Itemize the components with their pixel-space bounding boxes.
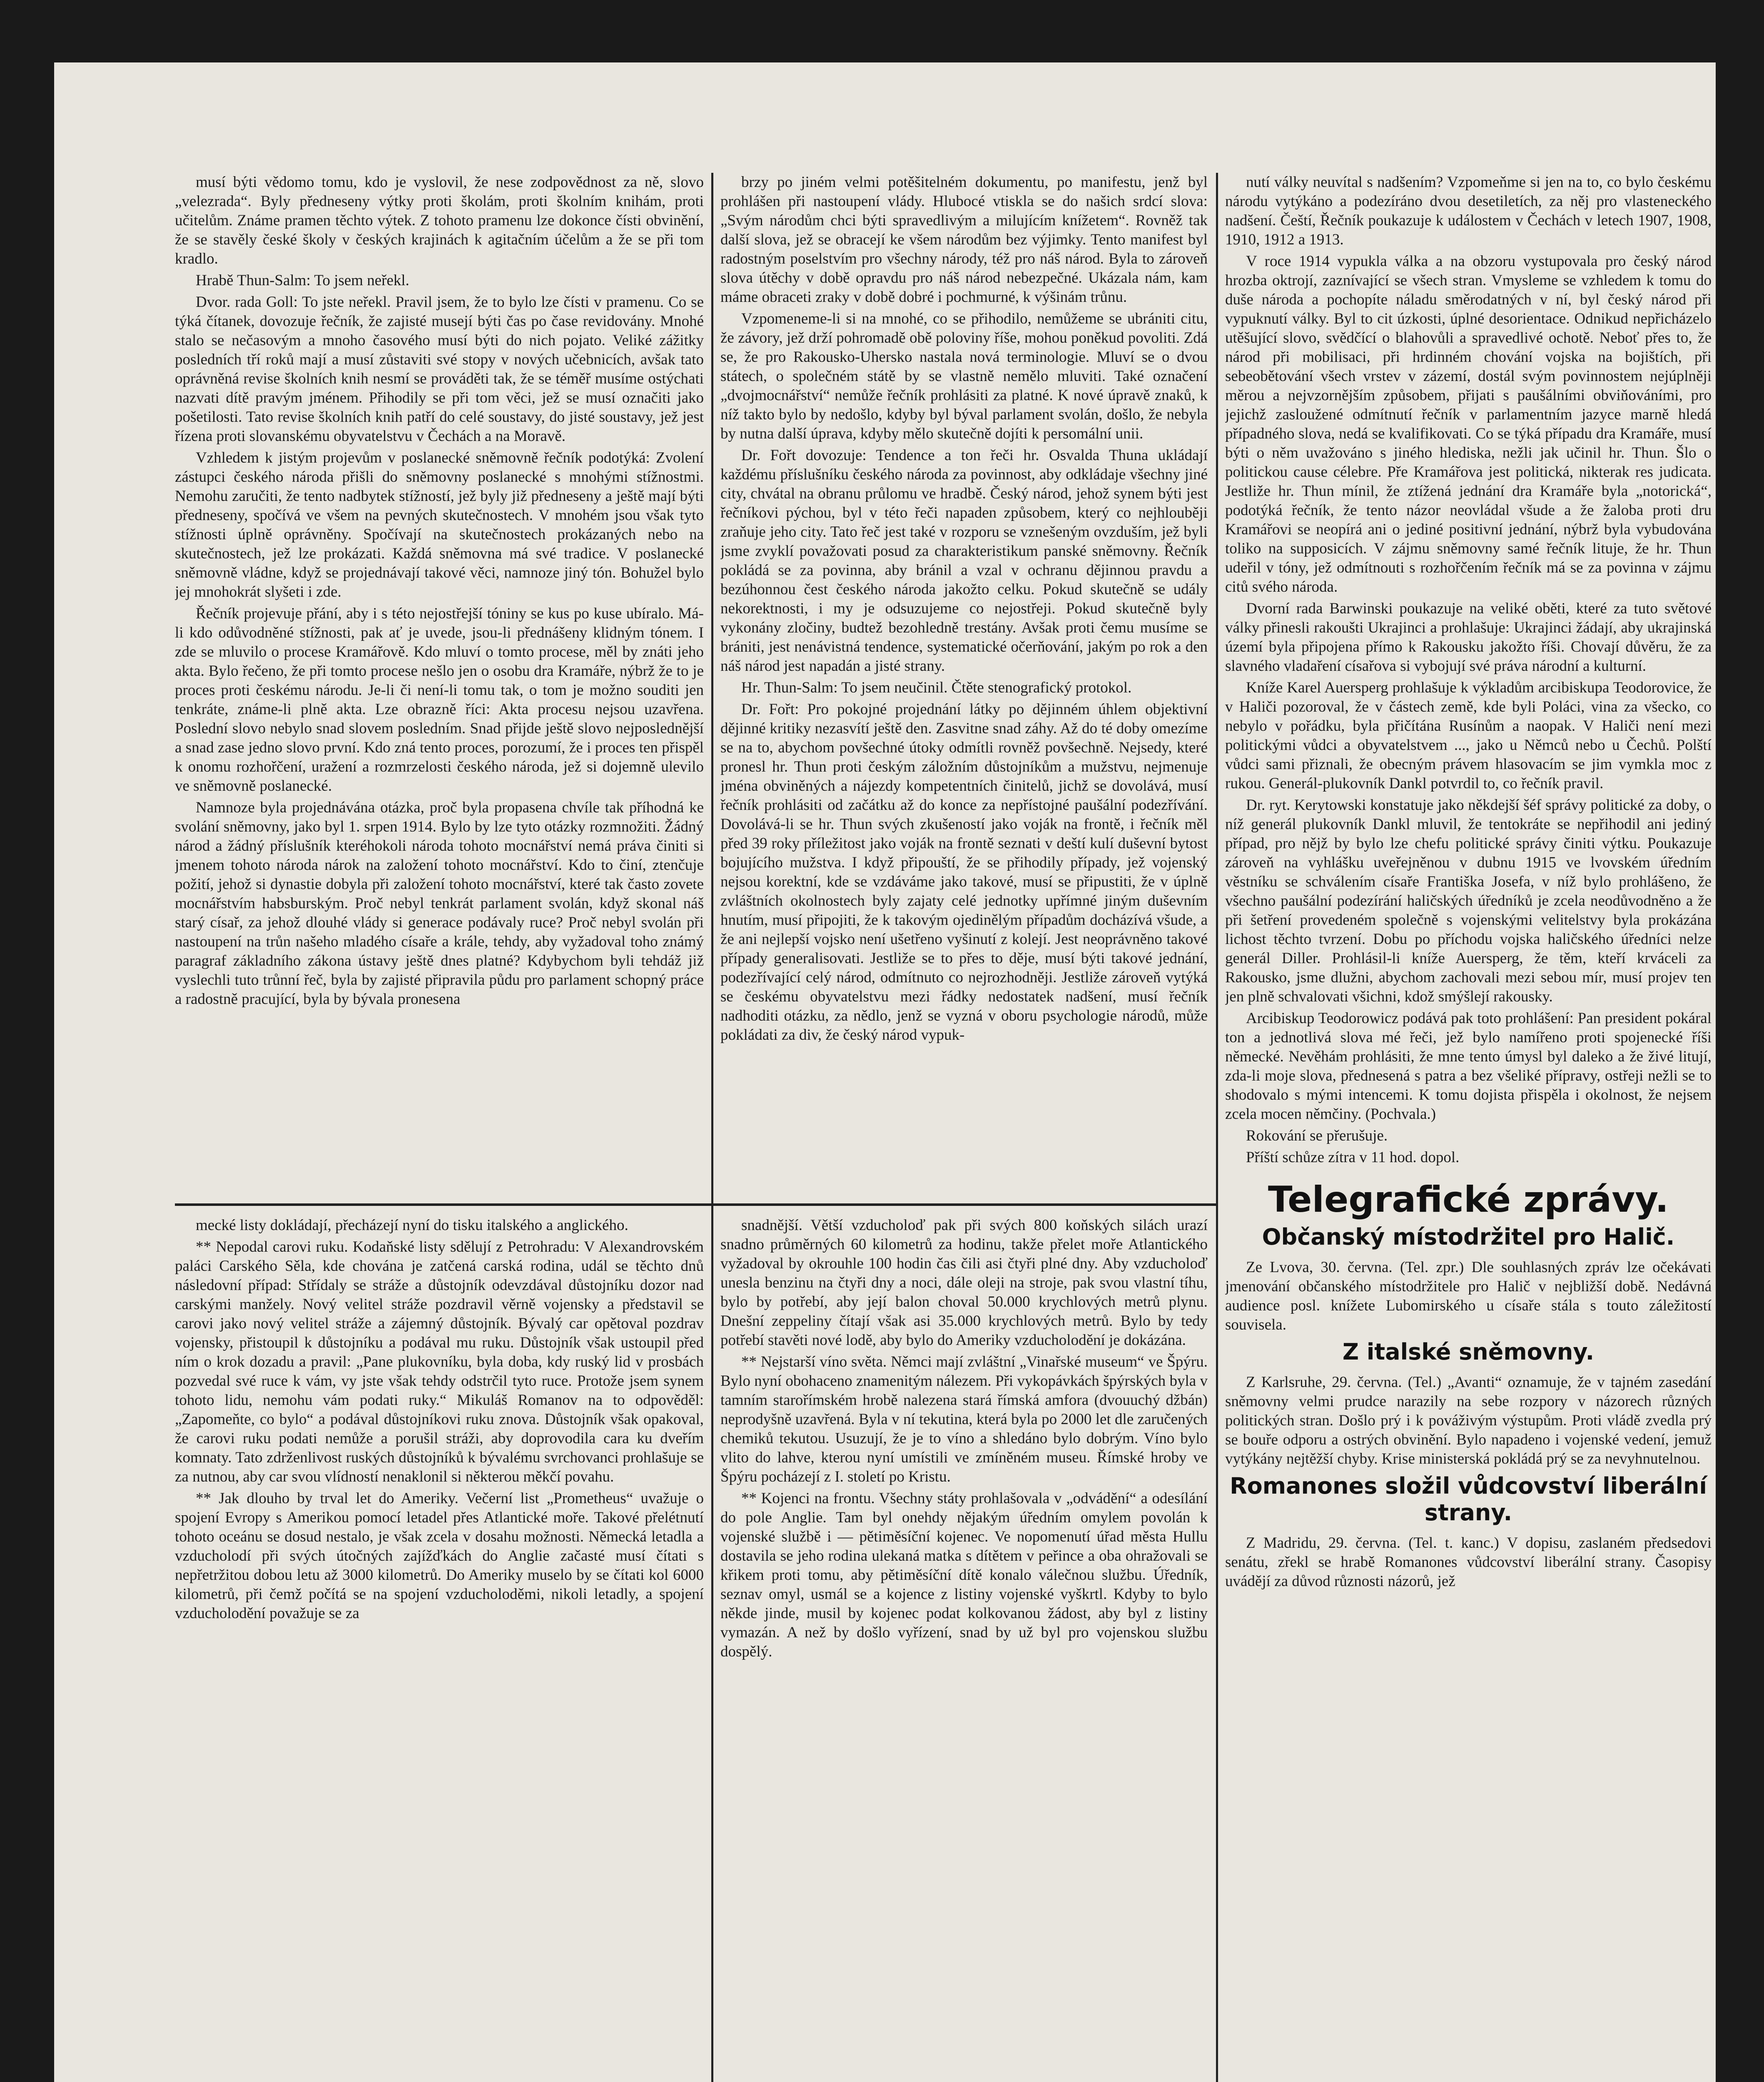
paragraph: Namnoze byla projednávána otázka, proč byla propasena chvíle tak příhodná ke svolání sněmovny, jako byl 1. srpen 1914. Bylo by lze tyto otázky rozmnožiti. Žádný národ a žádný příslušník kteréhokoli národa tohoto mocnářství nemá práva činiti si jmenem tohoto národa nárok na založení tohoto mocnářství. Kdo to činí, ztenčuje požití, jehož si dynastie dobyla při založení tohoto mocnářství, které tak často zovete mocnářstvím habsburským. Proč nebyl tenkrát parlament svolán, když skonal náš starý císař, za jehož dlouhé vlády si generace podávaly ruce? Proč nebyl svolán při nastoupení na trůn našeho mladého císaře a krále, tehdy, aby vyžadoval toho známý paragraf základního zákona ústavy ještě dnes platné? Kdybychom byli tehdáž již vyslechli tuto trůnní řeč, byla by zajisté připravila půdu pro parlament schopný práce a radostně pracující, byla by bývala pronesena — [175, 799, 704, 1008]
column-rule — [711, 173, 713, 2082]
paragraph: Kníže Karel Auersperg prohlašuje k výkladům arcibiskupa Teodorovice, že v Haliči pozoroval, že v částech země, kde byli Poláci, vina za všecko, co nebylo v pořádku, byla přičítána Rusínům a naopak. V Haliči není mezi politickými vůdci a obyvatelstvem ..., jako u Němců nebo u Čechů. Polští vůdci sami přiznali, že obecným právem hlasovacím se jim vymkla moc z rukou. Generál-plukovník Dankl potvrdil to, co řečník pravil. — [1225, 679, 1712, 792]
paragraph: Dr. ryt. Kerytowski konstatuje jako někdejší šéf správy politické za doby, o níž generál plukovník Dankl mluvil, že tentokráte se nepřihodil ani jediný případ, pro nějž by bylo lze chefu politické správy činiti výtku. Poukazuje zároveň na vyhlášku uveřejněnou v dubnu 1915 ve lvovském úředním věstníku se schválením císaře Františka Josefa, v níž bylo prohlášeno, že všechno paušální podezírání haličských úředníků je zcela neodůvodněno a že při šetření provedeném společně s vojenskými velitelstvy byla prokázána lichost těchto tvrzení. Dobu po příchodu vojska haličského úředníci nelze generál Diller. Prohlásil-li kníže Auersperg, že těm, kteří krváceli za Rakousko, jsme dlužni, abychom zachovali mezi sebou mír, musí projev ten jen plně schvalovati všichni, kdož smýšlejí rakousky. — [1225, 797, 1712, 1005]
column-2-top — [720, 173, 1208, 1197]
newspaper-page — [54, 62, 1716, 2082]
section-heading: Romanones složil vůdcovství liberální strany. — [1230, 1473, 1707, 1526]
paragraph: Řečník projevuje přání, aby i s této nejostřejší tóniny se kus po kuse ubíralo. Má-li kdo odůvodněné stížnosti, pak ať je uvede, jsou-li přednášeny klidným tónem. I zde se mluvilo o procese Kramářově. Kdo mluví o tomto procese, měl by znáti jeho akta. Bylo řečeno, že při tomto procese nešlo jen o osobu dra Kramáře, nýbrž že to je proces proti českému národu. Je-li či není-li tomu tak, o tom je možno souditi jen tenkráte, známe-li plně akta. Lze obrazně říci: Akta procesu nejsou uzavřena. Poslední slovo nebylo snad slovem posledním. Snad přijde ještě slovo nejposlednější a snad zase jedno slovo první. Kdo zná tento proces, porozumí, že i proces ten přispěl k onomu rozhořčení, uražení a rozmrzelosti českého národa, jež si dojemně ulevilo ve sněmovně poslanecké. — [175, 605, 704, 794]
paragraph: mecké listy dokládají, přecházejí nyní do tisku italského a anglického. — [196, 1217, 628, 1234]
column-2-bottom — [720, 1216, 1208, 2082]
paragraph: ** Nejstarší víno světa. Němci mají zvláštní „Vinařské museum“ ve Špýru. Bylo nyní obohaceno znamenitým nálezem. Při vykopávkách špýrských byla v tamním starořímském hrobě nalezena stará římská amfora (dvouuchý džbán) neprodyšně uzavřená. Byla v ní tekutina, která byla po 2000 let dle zaručených chemiků tekutou. Usuzují, že je to víno a shledáno bylo dobrým. Víno bylo vlito do lahve, kterou nyní umístili ve zmíněném museu. Římské hroby ve Špýru pocházejí z I. století po Kristu. — [720, 1353, 1208, 1485]
section-heading: Občanský místodržitel pro Halič. — [1262, 1224, 1675, 1250]
paragraph: Dr. Fořt: Pro pokojné projednání látky po dějinném úhlem objektivní dějinné kritiky nezasvítí ještě den. Zasvitne snad záhy. Až do té doby omezíme se na to, abychom povšechné útoky odmítli rovněž povšechně. Nejsedy, které pronesl hr. Thun proti českým záložním důstojníkům a mužstvu, nejmenuje jména obviněných a nájezdy kompetentních činitelů, jichž se dovolává, musí řečník prohlásiti od začátku až do konce za nepřístojné paušální podezřívání. Dovolává-li se hr. Thun svých zkušeností jako voják na frontě, i řečník měl před 39 roky příležitost jako voják na frontě seznati v deští kulí duševní bytost bojujícího mužstva. I když připouští, že se přihodily případy, jež vojenský nejsou korektní, kde se vzdáváme jako takové, musí se připustiti, že v úplně zvláštních okolnostech byly zajaty celé jednotky upřímné jiným duševním hnutím, musí připojiti, že k takovým ojedinělým případům docházívá všude, a že ani nejlepší vojsko není ušetřeno vyšinutí z kolejí. Jest neoprávněno takové případy generalisovati. Jestliže se to přes to děje, musí býti takové jednání, podezřívající celý národ, odmítnuto co nejrozhodněji. Jestliže zároveň vytýká se českému obyvatelstvu mezi řádky nedostatek nadšení, musí řečník nadhoditi otázku, za nědlo, jenž se vyzná v oboru psychologie národů, může pokládati za div, že český národ vypuk- — [720, 701, 1208, 1043]
paragraph: brzy po jiném velmi potěšitelném dokumentu, po manifestu, jenž byl prohlášen při nastoupení vlády. Hlubocé vtiskla se do našich srdcí slova: „Svým národům chci býti spravedlivým a milujícím knížetem“. Rovněž tak další slova, jež se obracejí ke všem národům bez výjimky. Tento manifest byl radostným poselstvím pro všechny národy, též pro náš národ. Byla to zároveň slova útěchy v době opravdu pro náš národ nebezpečné. Ukázala nám, kam máme obraceti zraky v době dobré i pochmurné, k výšinám trůnu. — [720, 174, 1208, 306]
paragraph: Dr. Fořt dovozuje: Tendence a ton řeči hr. Osvalda Thuna ukládají každému příslušníku českého národa za povinnost, aby odkládaje všechny jiné city, chvátal na obranu průlomu ve hradbě. Český národ, jehož synem býti jest řečníkovi pýchou, byl v této řeči napaden způsobem, který co nejhlouběji zraňuje jeho city. Tato řeč jest také v rozporu se vznešeným ovzduším, jež byli jsme zvyklí považovati posud za charakteristikum panské sněmovny. Řečník pokládá se za povinna, aby bránil a vzal v ochranu dějinnou pravdu a bezúhonnou čest českého národa jakožto celku. Pokud skutečně se udály nekorektnosti, i my je odsuzujeme co nejostřeji. Pokud skutečně byly vykonány zločiny, budtež bezohledně trestány. Avšak proti čemu musíme se brániti, jest nenávistná tendence, systematické očerňování, jakým po rok a den náš národ jest napadán a jisté strany. — [720, 447, 1208, 675]
section-divider — [175, 1203, 1216, 1206]
paragraph: Arcibiskup Teodorowicz podává pak toto prohlášení: Pan president pokáral ton a jednotlivá slova mé řeči, jež bylo namířeno proti spojenecké říši německé. Nevěhám prohlásiti, že mne tento úmysl byl daleko a že živé litují, zda-li moje slova, přednesená s patra a bez všeliké přípravy, ostřeji nežli se to shodovalo s mými intencemi. K tomu dojista přispěla i okolnost, že nejsem zcela mocen němčiny. (Pochvala.) — [1225, 1010, 1712, 1123]
paragraph: Ze Lvova, 30. června. (Tel. zpr.) Dle souhlasných zpráv lze očekávati jmenování občanského místodržitele pro Halič v nejbližší době. Nedávná audience posl. knížete Lubomirského u císaře stála s touto záležitostí souvisela. — [1225, 1259, 1712, 1333]
column-1-top — [175, 173, 704, 1197]
paragraph: Dvorní rada Barwinski poukazuje na veliké oběti, které za tuto světové války přinesli rakoušti Ukrajinci a prohlašuje: Ukrajinci žádají, aby ukrajinská území byla připojena přímo k Rakousku jakožto říši. Chovají důvěru, že za slavného vladaření císařova si vybojují své práva národní a kulturní. — [1225, 600, 1712, 675]
paragraph: ** Jak dlouho by trval let do Ameriky. Večerní list „Prometheus“ uvažuje o spojení Evropy s Amerikou pomocí letadel přes Atlantické moře. Takové přelétnutí tohoto oceánu se dosud nestalo, je však zcela v dosahu možnosti. Německá letadla a vzducholodí při svých útočných zajížďkách do Anglie začasté musí čítati s nepřetržitou dobou letu až 3000 kilometrů. Do Ameriky muselo by se čítati kol 6000 kilometrů, při čemž počítá se na spojení vzducholoděmi, nikoli letadly, a spojení vzducholodění považuje se za — [175, 1490, 704, 1622]
paragraph: Z Madridu, 29. června. (Tel. t. kanc.) V dopisu, zaslaném předsedovi senátu, zřekl se hrabě Romanones vůdcovství liberální strany. Časopisy uvádějí za důvod různosti názorů, jež — [1225, 1534, 1712, 1590]
paragraph: ** Nepodal carovi ruku. Kodaňské listy sdělují z Petrohradu: V Alexandrovském paláci Carského Sěla, kde chována je zatčená carská rodina, udál se těchto dnů následovní případ: Střídaly se stráže a důstojník odevzdával důstojníku dozor nad carskými manžely. Nový velitel stráže pozdravil věrně vojensky a představil se carovi jako nový velitel stráže a zájemný důstojník. Bývalý car opětoval pozdrav vojensky, přistoupil k důstojníku a podával mu ruku. Důstojník však ustoupil před ním o krok dozadu a pravil: „Pane plukovníku, byla doba, kdy ruský lid v prosbách pozvedal své ruce k vám, vy jste však tehdy odstrčil tyto ruce. Protože jsem synem tohoto lidu, nemohu vám podati ruky.“ Mikuláš Romanov na to odpověděl: „Zapomeňte, co bylo“ a podával důstojníkovi ruku znova. Důstojník však opakoval, že carovi ruku podati nemůže a porušil stráži, aby doprovodila cara ku dveřím komnaty. Tato zdrženlivost ruských důstojníků k bývalému svrchovanci prohlašuje se za nutnou, aby car svou vlídností nenaklonil si některou měkčí povahu. — [175, 1238, 704, 1485]
paragraph: Vzpomeneme-li si na mnohé, co se přihodilo, nemůžeme se ubrániti citu, že závory, jež drží pohromadě obě poloviny říše, mohou poněkud povoliti. Zdá se, že pro Rakousko-Uhersko nastala nová terminologie. Mluví se o dvou státech, o společném státě by se vlastně nemělo mluviti. Také označení „dvojmocnářství“ nemůže řečník prohlásiti za platné. K nové úpravě znaků, k níž takto bylo by nedošlo, kdyby byl býval parlament svolán, došlo, že nebyla by nutna další úprava, kdyby mělo skutečně dojíti k persomální unii. — [720, 310, 1208, 442]
column-1-bottom — [175, 1216, 704, 2082]
paragraph: V roce 1914 vypukla válka a na obzoru vystupovala pro český národ hrozba oktrojí, zaznívající se všech stran. Vmysleme se vzhledem k tomu do duše národa a pochopíte náladu směrodatných v ní, byl český národ při vypuknutí války. Byl to cit úzkosti, úplné desorientace. Odnikud nepřicházelo utěšující slovo, svědčící o blahovůli a spravedlivé ochotě. Neboť přes to, že národ při mobilisaci, při hrdinném chování vojska na bojištích, při sebeobětování všech vrstev v zázemí, dostál svým povinnostem nejúplněji měrou a nejvzornějším způsobem, přijati s paušálními obviňováními, pro jejichž zasloužené odmítnutí řečník v parlamentním jazyce marně hledá případného slova, nedá se kvalifikovati. Co se týká případu dra Kramáře, musí býti o něm uvažováno s jiného hlediska, nežli jak učinil hr. Thun. Šlo o politickou cause célebre. Pře Kramářova jest politická, nikterak res judicata. Jestliže hr. Thun mínil, že ztížená jednání dra Kramáře byla „notorická“, podotýká řečník, že tento názor neovládal všude a že žaloba proti dru Kramářovi se neopírá ani o jediné positivní jednání, nýbrž byla vybudována toliko na supposicích. V zájmu sněmovny samé řečník lituje, že hr. Thun udeřil v tóny, jež odmítnouti s rozhořčením řečník má se za povinna v zájmu citů svého národa. — [1225, 253, 1712, 595]
paragraph: snadnější. Větší vzducholoď pak při svých 800 koňských silách urazí snadno průměrných 60 kilometrů za hodinu, takže přelet moře Atlantického vyžadoval by okrouhle 100 hodin čas čili asi čtyři plné dny. Aby vzducholoď unesla benzinu na čtyři dny a noci, dále oleji na stroje, pak svou vlastní tíhu, bylo by potřebí, aby její balon choval 50.000 krychlových metrů plynu. Dnešní zeppeliny čítají však asi 35.000 krychlových metrů. Bylo by tedy potřebí stavěti nové lodě, aby bylo do Ameriky vzducholodění je dokázána. — [720, 1217, 1208, 1349]
paragraph: Příští schůze zítra v 11 hod. dopol. — [1246, 1149, 1460, 1166]
section-heading: Z italské sněmovny. — [1342, 1339, 1595, 1365]
column-rule — [1216, 173, 1218, 2082]
column-3 — [1225, 173, 1712, 2082]
paragraph: Rokování se přerušuje. — [1246, 1127, 1388, 1144]
paragraph: ** Kojenci na frontu. Všechny státy prohlašovala v „odvádění“ a odesílání do pole Anglie. Tam byl onehdy nějakým úředním omylem povolán k vojenské službě i — pětiměsíční kojenec. Ve nopomenutí úřad města Hullu dostavila se jeho rodina ulekaná matka s dítětem v peřince a oba ohražovali se křikem proti tomu, aby pětiměsíční dítě konalo válečnou službu. Úředník, seznav omyl, usmál se a kojence z listiny vojenské vyškrtl. Kdyby to bylo někde jinde, musil by kojenec podat kolkovanou žádost, aby byl z listiny vymazán. A než by došlo vyřízení, snad by už byl pro vojenskou službu dospělý. — [720, 1490, 1208, 1660]
paragraph: musí býti vědomo tomu, kdo je vyslovil, že nese zodpovědnost za ně, slovo „velezrada“. Byly předneseny výtky proti školám, proti školním knihám, proti učitelům. Známe pramen těchto výtek. Z tohoto pramenu lze dokonce čísti obvinění, že se stavěly české školy v českých krajinách k agitačním účelům a že se při tom kradlo. — [175, 174, 704, 267]
paragraph: Vzhledem k jistým projevům v poslanecké sněmovně řečník podotýká: Zvolení zástupci českého národa přišli do sněmovny poslanecké s mnohými stížnostmi. Nemohu zaručiti, že tento nadbytek stížností, jež byly již předneseny a ještě mají býti předneseny, spočívá ve všem na pevných skutečnostech. V mnohém jsou však tyto stížnosti úplně oprávněny. Spočívají na skutečnostech prokázaných nebo na skutečnostech, jež lze prokázati. Každá sněmovna má své tradice. V poslanecké sněmovně vládne, když se projednávají takové věci, namnoze jiný tón. Bohužel bylo jej mnohokrát slyšeti i zde. — [175, 449, 704, 600]
paragraph: Dvor. rada Goll: To jste neřekl. Pravil jsem, že to bylo lze čísti v pramenu. Co se týká čítanek, dovozuje řečník, že zajisté musejí býti čas po čase revidovány. Mnohé stalo se nečasovým a mnoho časového musí býti do nich pojato. Veliké zážitky posledních tří roků mají a musí zůstaviti své stopy v nových učebnicích, avšak tato oprávněná revise školních knih nesmí se prováděti tak, že se téměř musíme ostýchati nazvati dítě pravým jménem. Přihodily se při tom věci, jež se musí označiti jako pošetilosti. Tato revise školních knih patří do celé soustavy, do jisté soustavy, jež jest řízena proti slovanskému obyvatelstvu v Čechách a na Moravě. — [175, 294, 704, 445]
paragraph: Hrabě Thun-Salm: To jsem neřekl. — [196, 272, 409, 289]
paragraph: Z Karlsruhe, 29. června. (Tel.) „Avanti“ oznamuje, že v tajném zasedání sněmovny velmi prudce narazily na sebe rozpory v názorech různých politických stran. Došlo prý i k pováživým výstupům. Proti vládě zvedla prý se bouře odporu a ostrých obvinění. Bylo napadeno i vojenské vedení, jemuž vytýkány nejtěžší chyby. Krise ministerská pokládá prý se za nevyhnutelnou. — [1225, 1374, 1712, 1467]
paragraph: Hr. Thun-Salm: To jsem neučinil. Čtěte stenografický protokol. — [741, 679, 1132, 696]
paragraph: nutí války neuvítal s nadšením? Vzpomeňme si jen na to, co bylo českému národu vytýkáno a podezíráno dvou desetiletích, za něj pro vlasteneckého nadšení. Čeští, Řečník poukazuje k událostem v Čechách v letech 1907, 1908, 1910, 1912 a 1913. — [1225, 174, 1712, 248]
telegraph-heading: Telegrafické zprávy. — [1268, 1179, 1669, 1220]
